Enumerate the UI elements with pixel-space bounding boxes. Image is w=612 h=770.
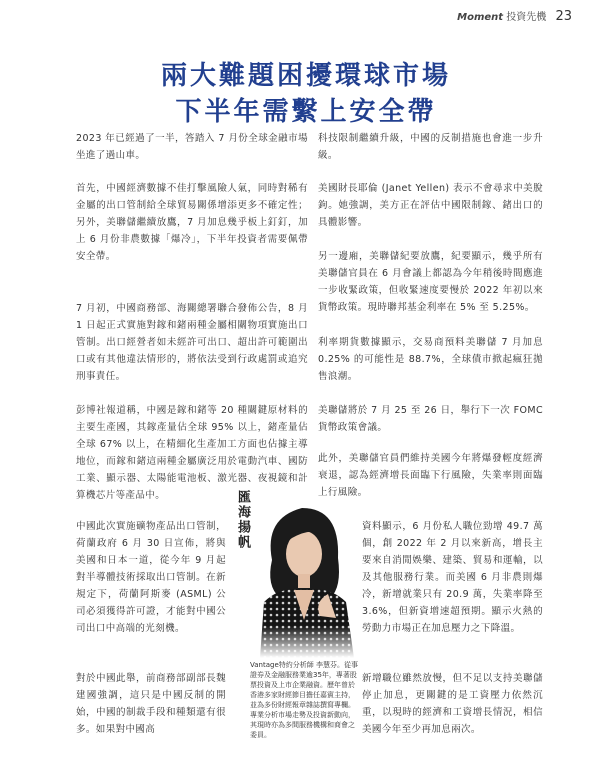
- page-number: 23: [555, 9, 572, 24]
- paragraph: 利率期貨數據顯示，交易商預料美聯儲 7 月加息 0.25% 的可能性是 88.7%，全球債市掀起瘋狂拋售浪潮。: [318, 337, 543, 382]
- paragraph: 首先，中國經濟數據不佳打擊風險人氣，同時對稀有金屬的出口管制給全球貿易關係增添更多不確定性；另外，美聯儲繼續放鷹，7 月加息幾乎板上釘釘，加上 6 月份非農數據「爆冷」，下半年投資者需要佩帶安全帶。: [76, 183, 308, 262]
- paragraph: 彭博社報道稱，中國是鎵和鍺等 20 種關鍵原材料的主要生產國，其鎵產量佔全球 95% 以上，鍺產量佔全球 67% 以上，在精細化生產加工方面也佔據主導地位，而鎵和鍺這兩種金屬廣泛用於電動汽車、國防工業、顯示器、太陽能電池板、激光器、夜視鏡和計算機芯片等產品中。: [76, 405, 308, 501]
- paragraph: 7 月初，中國商務部、海關總署聯合發佈公告，8 月 1 日起正式實施對鎵和鍺兩種金屬相關物項實施出口管制。出口經營者如未經許可出口、超出許可範圍出口或有其他違法情形的，將依法受到行政處罰或追究刑事責任。: [76, 303, 308, 382]
- section-name: 投資先機: [506, 12, 547, 23]
- paragraph: 新增職位雖然放慢，但不足以支持美聯儲停止加息，更關鍵的是工資壓力依然沉重，以現時的經濟和工資增長情況，相信美國今年至少再加息兩次。: [362, 673, 543, 735]
- article-title: [0, 58, 612, 130]
- paragraph: 中國此次實施礦物產品出口管制，荷蘭政府 6 月 30 日宣佈，將與美國和日本一道，從今年 9 月起對半導體技術採取出口管制。在新規定下，荷蘭阿斯麥 (ASML) 公司必須獲得許可證，才能對中國公司出口中高端的光刻機。: [76, 521, 226, 634]
- paragraph: 科技限制繼續升級，中國的反制措施也會進一步升級。: [318, 133, 543, 161]
- page-header: [457, 8, 572, 24]
- paragraph: 資料顯示，6 月份私人職位勁增 49.7 萬個，創 2022 年 2 月以來新高，增長主要來自消閒娛樂、建築、貿易和運輸，以及其他服務行業。而美國 6 月非農則爆冷，新增就業只有 20.9 萬，失業率降至 3.6%，但新資增速超預期。顯示火熱的勞動力市場正在加息壓力之下降溫。: [362, 521, 543, 634]
- paragraph: 對於中國此舉，前商務部副部長魏建國強調，這只是中國反制的開始，中國的制裁手段和種類還有很多。如果對中國高: [76, 673, 226, 735]
- author-portrait: [250, 498, 362, 658]
- paragraph: 此外，美聯儲官員們維持美國今年將爆發輕度經濟衰退，認為經濟增長面臨下行風險，失業率則面臨上行風險。: [318, 453, 543, 498]
- title-line-1: 兩大難題困擾環球市場: [160, 61, 451, 91]
- title-line-2: 下半年需繫上安全帶: [175, 97, 437, 127]
- paragraph: 美聯儲將於 7 月 25 至 26 日，舉行下一次 FOMC 貨幣政策會議。: [318, 405, 543, 433]
- magazine-brand: Moment: [457, 12, 504, 23]
- column-name: 匯海揚帆: [235, 490, 250, 550]
- author-bio: Vantage特約分析師 李慧芬。從事證券及金融服務業逾35年，專著股票投資及上市企業融資。歷年曾於香港多家財經節目擔任嘉賓主持，並為多份財經報章雜誌撰寫專欄。專業分析市場走勢及投資新動向，其現時亦為多間服務機構和商會之委員。: [250, 661, 358, 739]
- paragraph: 另一邊廂，美聯儲紀要放鷹，紀要顯示，幾乎所有美聯儲官員在 6 月會議上都認為今年稍後時間應進一步收緊政策，但收緊速度要慢於 2022 年初以來貨幣政策。現時聯邦基金利率在 5% 至 5.25%。: [318, 251, 543, 313]
- author-profile: [232, 490, 362, 770]
- paragraph: 2023 年已經過了一半，答踏入 7 月份全球金融市場坐進了過山車。: [76, 133, 308, 161]
- paragraph: 美國財長耶倫 (Janet Yellen) 表示不會尋求中美脫鉤。她強調，美方正在評估中國限制鎵、鍺出口的具體影響。: [318, 183, 543, 228]
